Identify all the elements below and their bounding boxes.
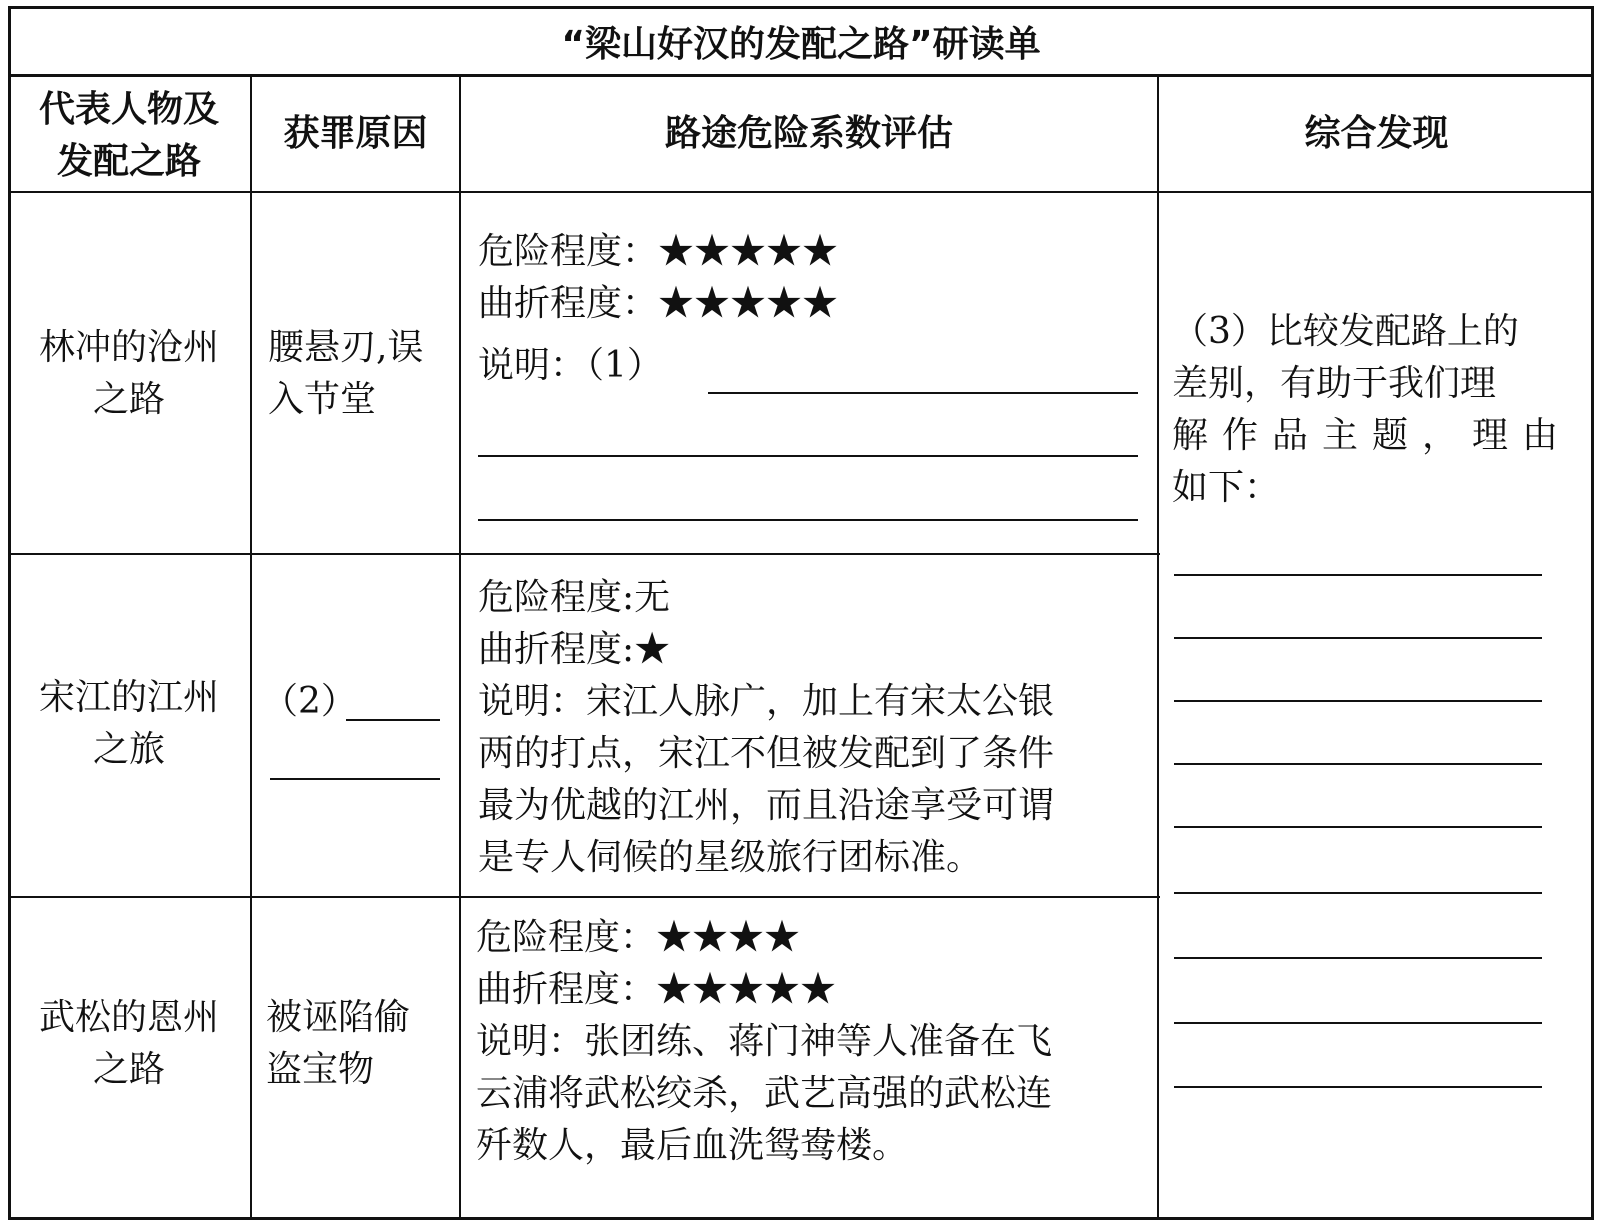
- finding-answer-blank-9[interactable]: [1174, 1086, 1542, 1088]
- finding-answer-blank-1[interactable]: [1174, 574, 1542, 576]
- row1-note-label: 说明：（1）: [478, 345, 663, 386]
- row3-reason-line1: 被诬陷偷: [266, 997, 411, 1038]
- row2-person-line1: 宋江的江州: [38, 677, 219, 718]
- finding-line-3: 解作品主题，理由: [1172, 415, 1573, 456]
- title-divider: [8, 74, 1594, 77]
- finding-answer-blank-6[interactable]: [1174, 892, 1542, 894]
- row2-danger-level: 危险程度:无: [478, 577, 671, 618]
- finding-answer-blank-7[interactable]: [1174, 957, 1542, 959]
- row1-person: [8, 322, 250, 426]
- col2-divider: [459, 74, 461, 1220]
- col3-divider: [1157, 74, 1159, 1220]
- row1-answer-blank-3[interactable]: [478, 519, 1138, 521]
- finding-line-2: 差别，有助于我们理: [1172, 363, 1497, 404]
- row2-answer-blank-1[interactable]: [346, 719, 440, 721]
- row1-danger-level: 危险程度：★★★★★: [478, 231, 839, 272]
- header-finding: 综合发现: [1304, 113, 1449, 154]
- row3-note-line-1: 说明：张团练、蒋门神等人准备在飞: [476, 1021, 1053, 1062]
- row2-person: [8, 672, 250, 776]
- row2-answer-blank-2[interactable]: [270, 778, 440, 780]
- header-person-line2: 发配之路: [56, 141, 201, 182]
- row3-note-line-2: 云浦将武松绞杀，武艺高强的武松连: [476, 1073, 1053, 1114]
- row1-twist-level: 曲折程度：★★★★★: [478, 283, 839, 324]
- row2-person-line2: 之旅: [92, 729, 165, 770]
- finding-answer-blank-5[interactable]: [1174, 826, 1542, 828]
- finding-answer-blank-2[interactable]: [1174, 637, 1542, 639]
- row3-person-line2: 之路: [92, 1049, 165, 1090]
- row1-answer-blank-1[interactable]: [708, 392, 1138, 394]
- row2-reason-label: （2）: [262, 681, 357, 722]
- row3-person: [8, 992, 250, 1096]
- col1-divider: [250, 74, 252, 1220]
- row2-note-line-4: 是专人伺候的星级旅行团标准。: [478, 837, 983, 878]
- header-divider: [8, 191, 1594, 193]
- header-danger: 路途危险系数评估: [664, 113, 953, 154]
- row3-danger-level: 危险程度：★★★★: [476, 917, 801, 958]
- finding-answer-blank-8[interactable]: [1174, 1022, 1542, 1024]
- header-reason: 获罪原因: [283, 113, 428, 154]
- header-person: [8, 84, 250, 188]
- row3-person-line1: 武松的恩州: [38, 997, 219, 1038]
- row1-person-line1: 林冲的沧州: [38, 327, 219, 368]
- row3-twist-level: 曲折程度：★★★★★: [476, 969, 837, 1010]
- row2-note-line-1: 说明：宋江人脉广，加上有宋太公银: [478, 681, 1055, 722]
- row2-note-line-3: 最为优越的江州，而且沿途享受可谓: [478, 785, 1055, 826]
- row2-note-line-2: 两的打点，宋江不但被发配到了条件: [478, 733, 1055, 774]
- row2-twist-level: 曲折程度:★: [478, 629, 671, 670]
- row1-person-line2: 之路: [92, 379, 165, 420]
- row2-divider: [8, 896, 1160, 898]
- row1-reason-line2: 入节堂: [268, 379, 377, 420]
- sheet-title: “梁山好汉的发配之路”研读单: [561, 24, 1041, 65]
- finding-answer-blank-3[interactable]: [1174, 700, 1542, 702]
- row3-note-line-3: 歼数人，最后血洗鸳鸯楼。: [476, 1125, 909, 1166]
- row3-reason-line2: 盗宝物: [266, 1049, 375, 1090]
- finding-answer-blank-4[interactable]: [1174, 763, 1542, 765]
- row1-divider: [8, 553, 1160, 555]
- finding-line-1: （3）比较发配路上的: [1172, 311, 1519, 352]
- row1-reason-line1: 腰悬刃,误: [268, 327, 424, 368]
- row1-answer-blank-2[interactable]: [478, 455, 1138, 457]
- row3-reason: [266, 992, 451, 1096]
- row1-reason: [268, 322, 453, 426]
- finding-line-4: 如下：: [1172, 467, 1281, 508]
- header-person-line1: 代表人物及: [38, 89, 219, 130]
